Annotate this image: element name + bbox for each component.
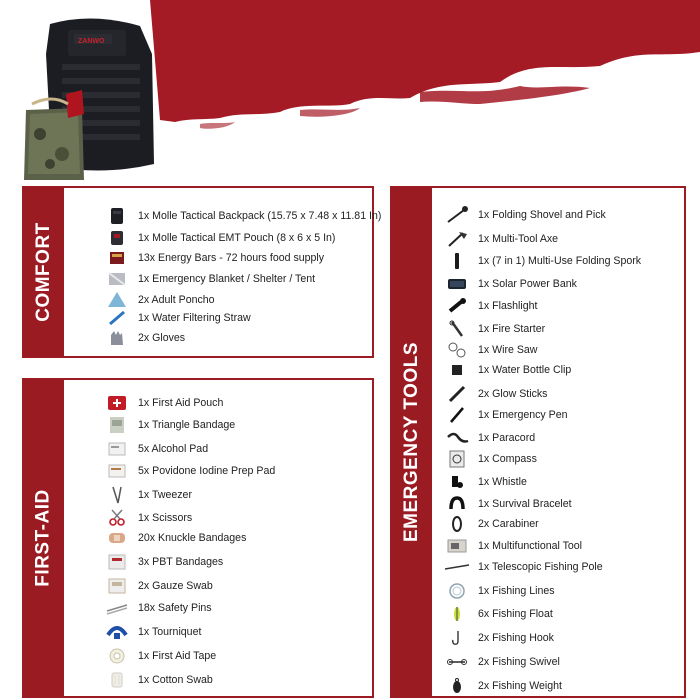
list-item bbox=[432, 449, 537, 469]
blanket-icon bbox=[104, 270, 130, 288]
comfort-title-bar bbox=[24, 188, 64, 356]
fire-starter-icon bbox=[444, 320, 470, 338]
item-label: 2x Gloves bbox=[138, 332, 186, 344]
list-item bbox=[64, 248, 324, 268]
first-aid-pouch-icon bbox=[104, 394, 130, 412]
backpack-icon bbox=[104, 207, 130, 225]
list-item bbox=[432, 405, 568, 425]
list-item bbox=[64, 485, 192, 505]
item-label: 1x Molle Tactical EMT Pouch (8 x 6 x 5 In) bbox=[138, 232, 336, 244]
item-label: 1x Flashlight bbox=[478, 300, 538, 312]
spork-icon bbox=[444, 252, 470, 270]
iodine-pad-icon bbox=[104, 462, 130, 480]
item-label: 20x Knuckle Bandages bbox=[138, 532, 247, 544]
list-item bbox=[432, 494, 572, 514]
list-item bbox=[64, 228, 335, 248]
list-item bbox=[432, 557, 603, 577]
list-item bbox=[64, 528, 246, 548]
poncho-icon bbox=[104, 291, 130, 309]
first-aid-list bbox=[64, 380, 372, 696]
alcohol-pad-icon bbox=[104, 440, 130, 458]
item-label: 2x Carabiner bbox=[478, 518, 539, 530]
list-item bbox=[64, 622, 201, 642]
item-label: 1x Multifunctional Tool bbox=[478, 540, 583, 552]
item-label: 1x Emergency Blanket / Shelter / Tent bbox=[138, 273, 316, 285]
tourniquet-icon bbox=[104, 623, 130, 641]
list-item bbox=[64, 393, 223, 413]
fishing-line-icon bbox=[444, 582, 470, 600]
list-item bbox=[64, 461, 275, 481]
bottle-clip-icon bbox=[444, 361, 470, 379]
list-item bbox=[432, 536, 582, 556]
item-label: 1x Paracord bbox=[478, 432, 536, 444]
list-item bbox=[432, 676, 562, 696]
emergency-tools-title: EMERGENCY TOOLS bbox=[401, 342, 422, 542]
cotton-swab-icon bbox=[104, 671, 130, 689]
list-item bbox=[64, 415, 235, 435]
item-label: 1x Survival Bracelet bbox=[478, 498, 572, 510]
pouch-icon bbox=[104, 229, 130, 247]
list-item bbox=[432, 205, 606, 225]
list-item bbox=[64, 598, 212, 618]
list-item bbox=[432, 384, 547, 404]
list-item bbox=[432, 472, 527, 492]
list-item bbox=[64, 508, 192, 528]
straw-icon bbox=[104, 309, 130, 327]
list-item bbox=[432, 296, 537, 316]
fishing-hook-icon bbox=[444, 629, 470, 647]
list-item bbox=[432, 428, 535, 448]
list-item bbox=[64, 206, 381, 226]
item-label: 3x PBT Bandages bbox=[138, 556, 224, 568]
safety-pin-icon bbox=[104, 599, 130, 617]
item-label: 5x Alcohol Pad bbox=[138, 443, 209, 455]
multitool-icon bbox=[444, 537, 470, 555]
list-item bbox=[432, 360, 571, 380]
comfort-list bbox=[64, 188, 382, 356]
item-label: 1x Water Bottle Clip bbox=[478, 364, 572, 376]
wire-saw-icon bbox=[444, 341, 470, 359]
shovel-icon bbox=[444, 206, 470, 224]
first-aid-title-bar bbox=[24, 380, 64, 696]
energy-bar-icon bbox=[104, 249, 130, 267]
fishing-swivel-icon bbox=[444, 653, 470, 671]
item-label: 2x Fishing Hook bbox=[478, 632, 554, 644]
comfort-panel bbox=[22, 186, 382, 358]
list-item bbox=[64, 646, 216, 666]
knuckle-bandage-icon bbox=[104, 529, 130, 547]
compass-icon bbox=[444, 450, 470, 468]
paracord-icon bbox=[444, 429, 470, 447]
emergency-tools-panel bbox=[390, 186, 686, 698]
list-item bbox=[64, 308, 251, 328]
first-aid-panel bbox=[22, 378, 374, 698]
bandage-icon bbox=[104, 416, 130, 434]
bracelet-icon bbox=[444, 495, 470, 513]
item-label: 1x (7 in 1) Multi-Use Folding Spork bbox=[478, 255, 642, 267]
item-label: 1x Molle Tactical Backpack (15.75 x 7.48 x 11.81 In) bbox=[138, 210, 382, 222]
item-label: 1x First Aid Pouch bbox=[138, 397, 224, 409]
item-label: 1x Solar Power Bank bbox=[478, 278, 577, 290]
gauze-icon bbox=[104, 577, 130, 595]
item-label: 1x Scissors bbox=[138, 512, 193, 524]
item-label: 1x Whistle bbox=[478, 476, 527, 488]
fishing-weight-icon bbox=[444, 677, 470, 695]
item-label: 1x Triangle Bandage bbox=[138, 419, 236, 431]
pbt-bandage-icon bbox=[104, 553, 130, 571]
tweezer-icon bbox=[104, 486, 130, 504]
list-item bbox=[432, 514, 539, 534]
item-label: 2x Glow Sticks bbox=[478, 388, 548, 400]
item-label: 13x Energy Bars - 72 hours food supply bbox=[138, 252, 325, 264]
list-item bbox=[432, 604, 553, 624]
list-item bbox=[64, 670, 213, 690]
glow-stick-icon bbox=[444, 385, 470, 403]
axe-icon bbox=[444, 230, 470, 248]
list-item bbox=[432, 652, 560, 672]
list-item bbox=[64, 290, 215, 310]
first-aid-title: FIRST-AID bbox=[33, 489, 55, 587]
item-label: 1x Wire Saw bbox=[478, 344, 538, 356]
tape-icon bbox=[104, 647, 130, 665]
list-item bbox=[432, 628, 554, 648]
carabiner-icon bbox=[444, 515, 470, 533]
gloves-icon bbox=[104, 329, 130, 347]
power-bank-icon bbox=[444, 275, 470, 293]
item-label: 2x Fishing Swivel bbox=[478, 656, 560, 668]
emergency-tools-title-bar bbox=[392, 188, 432, 696]
list-item bbox=[64, 328, 185, 348]
scissors-icon bbox=[104, 509, 130, 527]
item-label: 1x Tourniquet bbox=[138, 626, 202, 638]
comfort-title: COMFORT bbox=[33, 222, 55, 322]
item-label: 1x Cotton Swab bbox=[138, 674, 213, 686]
item-label: 1x Folding Shovel and Pick bbox=[478, 209, 606, 221]
brand-logo: ZANWO bbox=[78, 38, 105, 45]
item-label: 2x Fishing Weight bbox=[478, 680, 563, 692]
item-label: 2x Adult Poncho bbox=[138, 294, 215, 306]
list-item bbox=[432, 251, 641, 271]
list-item bbox=[432, 274, 577, 294]
whistle-icon bbox=[444, 473, 470, 491]
fishing-float-icon bbox=[444, 605, 470, 623]
item-label: 1x Telescopic Fishing Pole bbox=[478, 561, 603, 573]
list-item bbox=[64, 439, 208, 459]
backpack-product-image bbox=[22, 14, 162, 182]
list-item bbox=[432, 319, 545, 339]
item-label: 18x Safety Pins bbox=[138, 602, 212, 614]
item-label: 1x Emergency Pen bbox=[478, 409, 568, 421]
item-label: 1x Multi-Tool Axe bbox=[478, 233, 559, 245]
emergency-tools-list bbox=[432, 188, 684, 696]
fishing-pole-icon bbox=[444, 558, 470, 576]
pen-icon bbox=[444, 406, 470, 424]
item-label: 6x Fishing Float bbox=[478, 608, 553, 620]
list-item bbox=[432, 340, 537, 360]
flashlight-icon bbox=[444, 297, 470, 315]
item-label: 1x First Aid Tape bbox=[138, 650, 217, 662]
list-item bbox=[64, 576, 213, 596]
item-label: 1x Tweezer bbox=[138, 489, 192, 501]
item-label: 2x Gauze Swab bbox=[138, 580, 213, 592]
list-item bbox=[432, 581, 555, 601]
item-label: 5x Povidone Iodine Prep Pad bbox=[138, 465, 276, 477]
item-label: 1x Compass bbox=[478, 453, 537, 465]
list-item bbox=[64, 269, 315, 289]
item-label: 1x Water Filtering Straw bbox=[138, 312, 251, 324]
item-label: 1x Fishing Lines bbox=[478, 585, 555, 597]
list-item bbox=[432, 229, 558, 249]
item-label: 1x Fire Starter bbox=[478, 323, 546, 335]
list-item bbox=[64, 552, 223, 572]
